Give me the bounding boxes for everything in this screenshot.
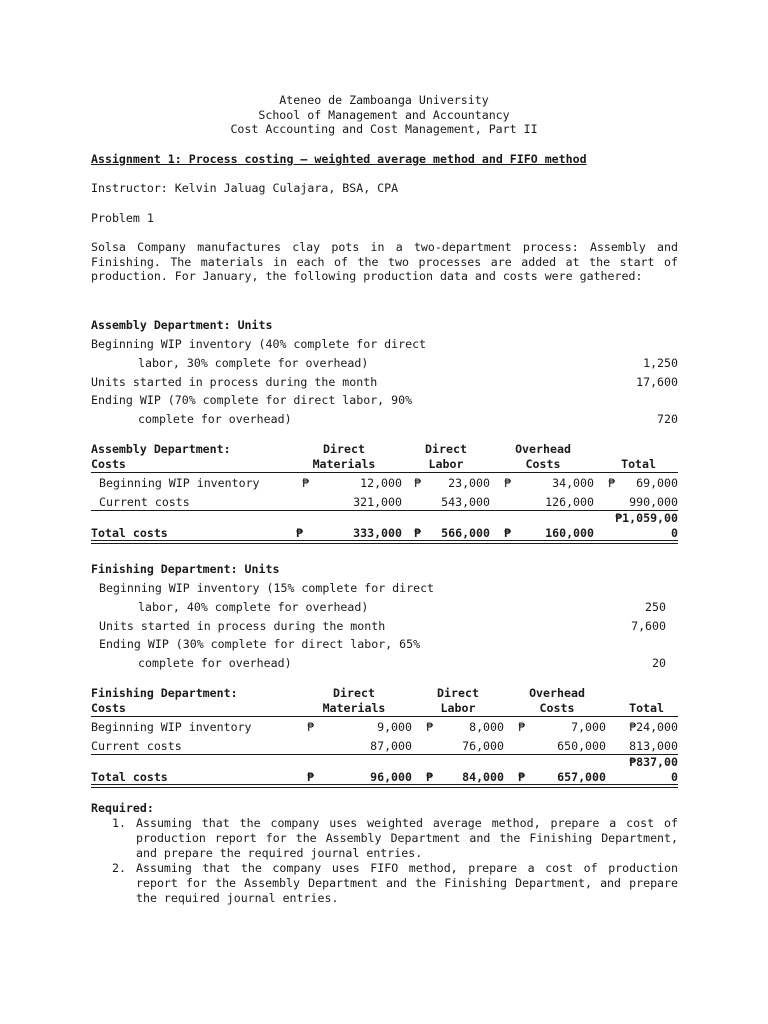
col-direct-labor-2: Labor xyxy=(440,701,476,715)
finishing-units-heading: Finishing Department: Units xyxy=(91,562,280,576)
subtotal-rule xyxy=(91,754,678,755)
total-direct-materials: 333,000 xyxy=(353,526,402,540)
total-overhead: 657,000 xyxy=(557,770,606,784)
col-direct-materials-2: Materials xyxy=(322,701,386,715)
currency-symbol: ₱ xyxy=(518,720,525,734)
col-direct-labor-2: Labor xyxy=(428,457,464,471)
assembly-units-row-1-text: Beginning WIP inventory (40% complete for direct xyxy=(91,337,427,351)
cell-overhead: 126,000 xyxy=(545,495,594,509)
col-overhead-costs-1: Overhead xyxy=(529,686,585,700)
assembly-units-row-2-value: 17,600 xyxy=(636,375,678,389)
col-direct-materials-1: Direct xyxy=(323,442,365,456)
cell-total-grand: ₱837,00 xyxy=(629,755,678,769)
required-label: Required: xyxy=(91,801,154,815)
currency-symbol: ₱ xyxy=(302,476,309,490)
total-costs-label: Total costs xyxy=(91,770,168,784)
finishing-costs-heading: Finishing Department: xyxy=(91,686,238,700)
double-underline xyxy=(91,540,678,544)
finishing-units-row-3-text: Ending WIP (30% complete for direct labor, 65% xyxy=(99,637,421,651)
col-total: Total xyxy=(629,701,664,715)
currency-symbol: ₱ xyxy=(504,526,511,540)
assembly-units-row-1-text-cont: labor, 30% complete for overhead) xyxy=(138,356,369,370)
cell-total: ₱24,000 xyxy=(629,720,678,734)
assembly-units-row-3-text: Ending WIP (70% complete for direct labor, 90% xyxy=(91,393,413,407)
double-underline xyxy=(91,784,678,788)
cell-total: 69,000 xyxy=(636,476,678,490)
assembly-units-heading: Assembly Department: Units xyxy=(91,318,273,332)
currency-symbol: ₱ xyxy=(414,476,421,490)
finishing-units-row-1-value: 250 xyxy=(645,600,666,614)
row-label: Beginning WIP inventory xyxy=(99,476,260,490)
cell-direct-labor: 23,000 xyxy=(448,476,490,490)
problem-label: Problem 1 xyxy=(91,211,154,225)
col-overhead-costs-2: Costs xyxy=(539,701,575,715)
cell-direct-labor: 543,000 xyxy=(441,495,490,509)
currency-symbol: ₱ xyxy=(518,770,525,784)
required-item-number: 2. xyxy=(112,861,126,875)
currency-symbol: ₱ xyxy=(426,770,433,784)
header-rule xyxy=(91,716,678,717)
cell-total-grand-cont: 0 xyxy=(671,770,678,784)
header-rule xyxy=(91,472,678,473)
finishing-units-row-2-text: Units started in process during the month xyxy=(99,619,386,633)
cell-direct-materials: 87,000 xyxy=(370,739,412,753)
subtotal-rule xyxy=(91,510,678,511)
currency-symbol: ₱ xyxy=(504,476,511,490)
instructor-line: Instructor: Kelvin Jaluag Culajara, BSA, CPA xyxy=(91,181,399,195)
assembly-costs-heading-2: Costs xyxy=(91,457,126,471)
col-direct-materials-1: Direct xyxy=(333,686,375,700)
currency-symbol: ₱ xyxy=(414,526,421,540)
col-direct-labor-1: Direct xyxy=(437,686,479,700)
cell-direct-materials: 9,000 xyxy=(377,720,412,734)
total-overhead: 160,000 xyxy=(545,526,594,540)
required-item-text: Assuming that the company uses FIFO method, prepare a cost of production report for the Assembly Department and the Finishing Department, and prepare the required journal entries. xyxy=(136,861,678,905)
cell-total: 813,000 xyxy=(629,739,678,753)
finishing-costs-heading-2: Costs xyxy=(91,701,126,715)
total-costs-label: Total costs xyxy=(91,526,168,540)
total-direct-materials: 96,000 xyxy=(370,770,412,784)
cell-direct-materials: 12,000 xyxy=(360,476,402,490)
assembly-units-row-3-value: 720 xyxy=(657,412,678,426)
currency-symbol: ₱ xyxy=(426,720,433,734)
cell-total: 990,000 xyxy=(629,495,678,509)
currency-symbol: ₱ xyxy=(296,526,303,540)
problem-text: Solsa Company manufactures clay pots in a two-department process: Assembly and Finishing. The materials in each of the two processes are added at the start of production. For January, the following production data and costs were gathered: xyxy=(91,240,678,284)
assignment-title: Assignment 1: Process costing – weighted average method and FIFO method xyxy=(91,152,587,166)
assembly-units-row-2-text: Units started in process during the month xyxy=(91,375,378,389)
assembly-units-row-3-text-cont: complete for overhead) xyxy=(138,412,292,426)
finishing-units-row-1-text-cont: labor, 40% complete for overhead) xyxy=(138,600,369,614)
cell-direct-labor: 8,000 xyxy=(469,720,504,734)
assembly-units-row-1-value: 1,250 xyxy=(643,356,678,370)
total-direct-labor: 84,000 xyxy=(462,770,504,784)
col-direct-labor-1: Direct xyxy=(425,442,467,456)
finishing-units-row-2-value: 7,600 xyxy=(631,619,666,633)
department-name: School of Management and Accountancy xyxy=(258,108,510,122)
row-label: Current costs xyxy=(91,739,182,753)
finishing-units-row-3-value: 20 xyxy=(652,656,666,670)
col-direct-materials-2: Materials xyxy=(312,457,376,471)
currency-symbol: ₱ xyxy=(608,476,615,490)
required-item-text: Assuming that the company uses weighted average method, prepare a cost of production report for the Assembly Department and the Finishing Department, and prepare the required journal entries. xyxy=(136,816,678,860)
cell-overhead: 34,000 xyxy=(552,476,594,490)
cell-direct-materials: 321,000 xyxy=(353,495,402,509)
course-title: Cost Accounting and Cost Management, Part II xyxy=(230,122,538,136)
row-label: Beginning WIP inventory xyxy=(91,720,252,734)
currency-symbol: ₱ xyxy=(307,770,314,784)
total-direct-labor: 566,000 xyxy=(441,526,490,540)
row-label: Current costs xyxy=(99,495,190,509)
col-overhead-costs-1: Overhead xyxy=(515,442,571,456)
col-overhead-costs-2: Costs xyxy=(525,457,561,471)
col-total: Total xyxy=(621,457,656,471)
cell-overhead: 650,000 xyxy=(557,739,606,753)
school-name: Ateneo de Zamboanga University xyxy=(279,93,489,107)
currency-symbol: ₱ xyxy=(307,720,314,734)
cell-overhead: 7,000 xyxy=(571,720,606,734)
cell-total-grand-cont: 0 xyxy=(671,526,678,540)
finishing-units-row-3-text-cont: complete for overhead) xyxy=(138,656,292,670)
required-item-number: 1. xyxy=(112,816,126,830)
cell-direct-labor: 76,000 xyxy=(462,739,504,753)
cell-total-grand: ₱1,059,00 xyxy=(615,511,678,525)
finishing-units-row-1-text: Beginning WIP inventory (15% complete for direct xyxy=(99,581,435,595)
assembly-costs-heading: Assembly Department: xyxy=(91,442,231,456)
